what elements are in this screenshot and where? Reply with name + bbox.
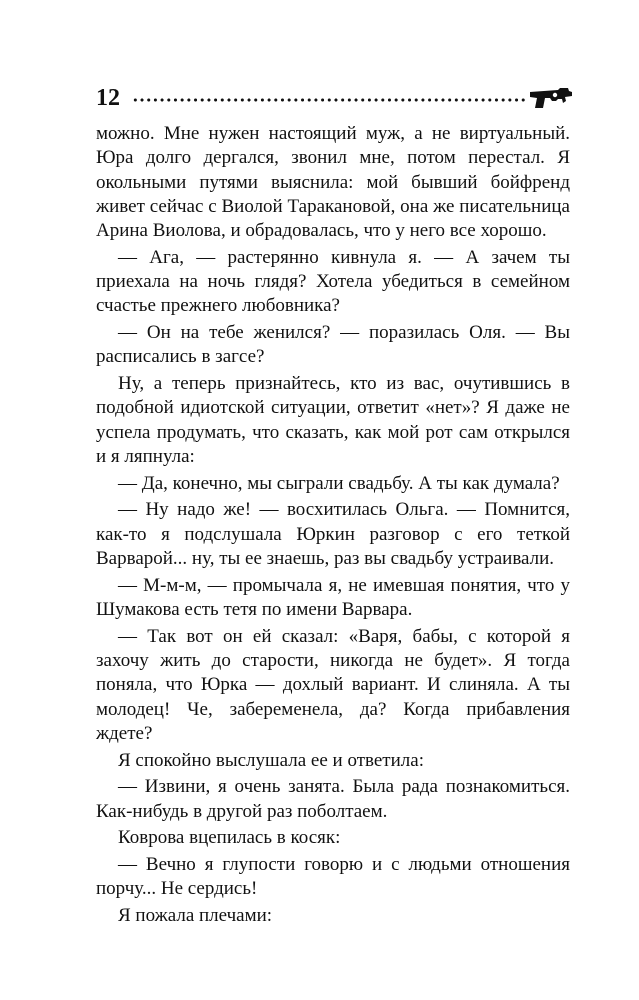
paragraph: Коврова вцепилась в косяк:	[118, 827, 341, 849]
paragraph-continuation: можно. Мне нужен настоящий муж, а не виртуальный. Юра долго дергался, звонил мне, потом перестал. Я окольными путями выяснила: мой бывший бойфренд живет сейчас с Виолой Таракановой, она же писательница Арина Виолова, и обрадовалась, что у него все хорошо.	[96, 123, 570, 242]
paragraph: — Так вот он ей сказал: «Варя, бабы, с которой я захочу жить до старости, никогда не будет». Я тогда поняла, что Юрка — дохлый вариант. И слиняла. А ты молодец! Че, забеременела, да? Когда прибавления ждете?	[96, 625, 570, 744]
page-header	[96, 84, 574, 118]
dotted-rule	[132, 98, 526, 102]
paragraph: — Да, конечно, мы сыграли свадьбу. А ты как думала?	[118, 472, 560, 494]
paragraph: — Ну надо же! — восхитилась Ольга. — Помнится, как-то я подслушала Юркин разговор с его теткой Варварой... ну, ты ее знаешь, раз вы свадьбу устраивали.	[96, 499, 570, 569]
body-text	[96, 122, 570, 931]
revolver-icon	[528, 84, 574, 112]
paragraph: Я спокойно выслушала ее и ответила:	[118, 749, 424, 771]
page-number: 12	[96, 85, 120, 111]
paragraph: — Он на тебе женился? — поразилась Оля. — Вы расписались в загсе?	[96, 322, 570, 368]
paragraph: — Ага, — растерянно кивнула я. — А зачем ты приехала на ночь глядя? Хотела убедиться в семейном счастье прежнего любовника?	[96, 246, 570, 317]
paragraph: — М-м-м, — промычала я, не имевшая понятия, что у Шумакова есть тетя по имени Варвара.	[96, 574, 570, 620]
paragraph: Я пожала плечами:	[118, 904, 273, 926]
paragraph: — Вечно я глупости говорю и с людьми отношения порчу... Не сердись!	[96, 853, 570, 900]
paragraph: — Извини, я очень занята. Была рада познакомиться. Как-нибудь в другой раз поболтаем.	[96, 776, 570, 822]
paragraph: Ну, а теперь признайтесь, кто из вас, очутившись в подобной идиотской ситуации, ответит «нет»? Я даже не успела продумать, что сказать, как мой рот сам открылся и я ляпнула:	[96, 373, 570, 468]
